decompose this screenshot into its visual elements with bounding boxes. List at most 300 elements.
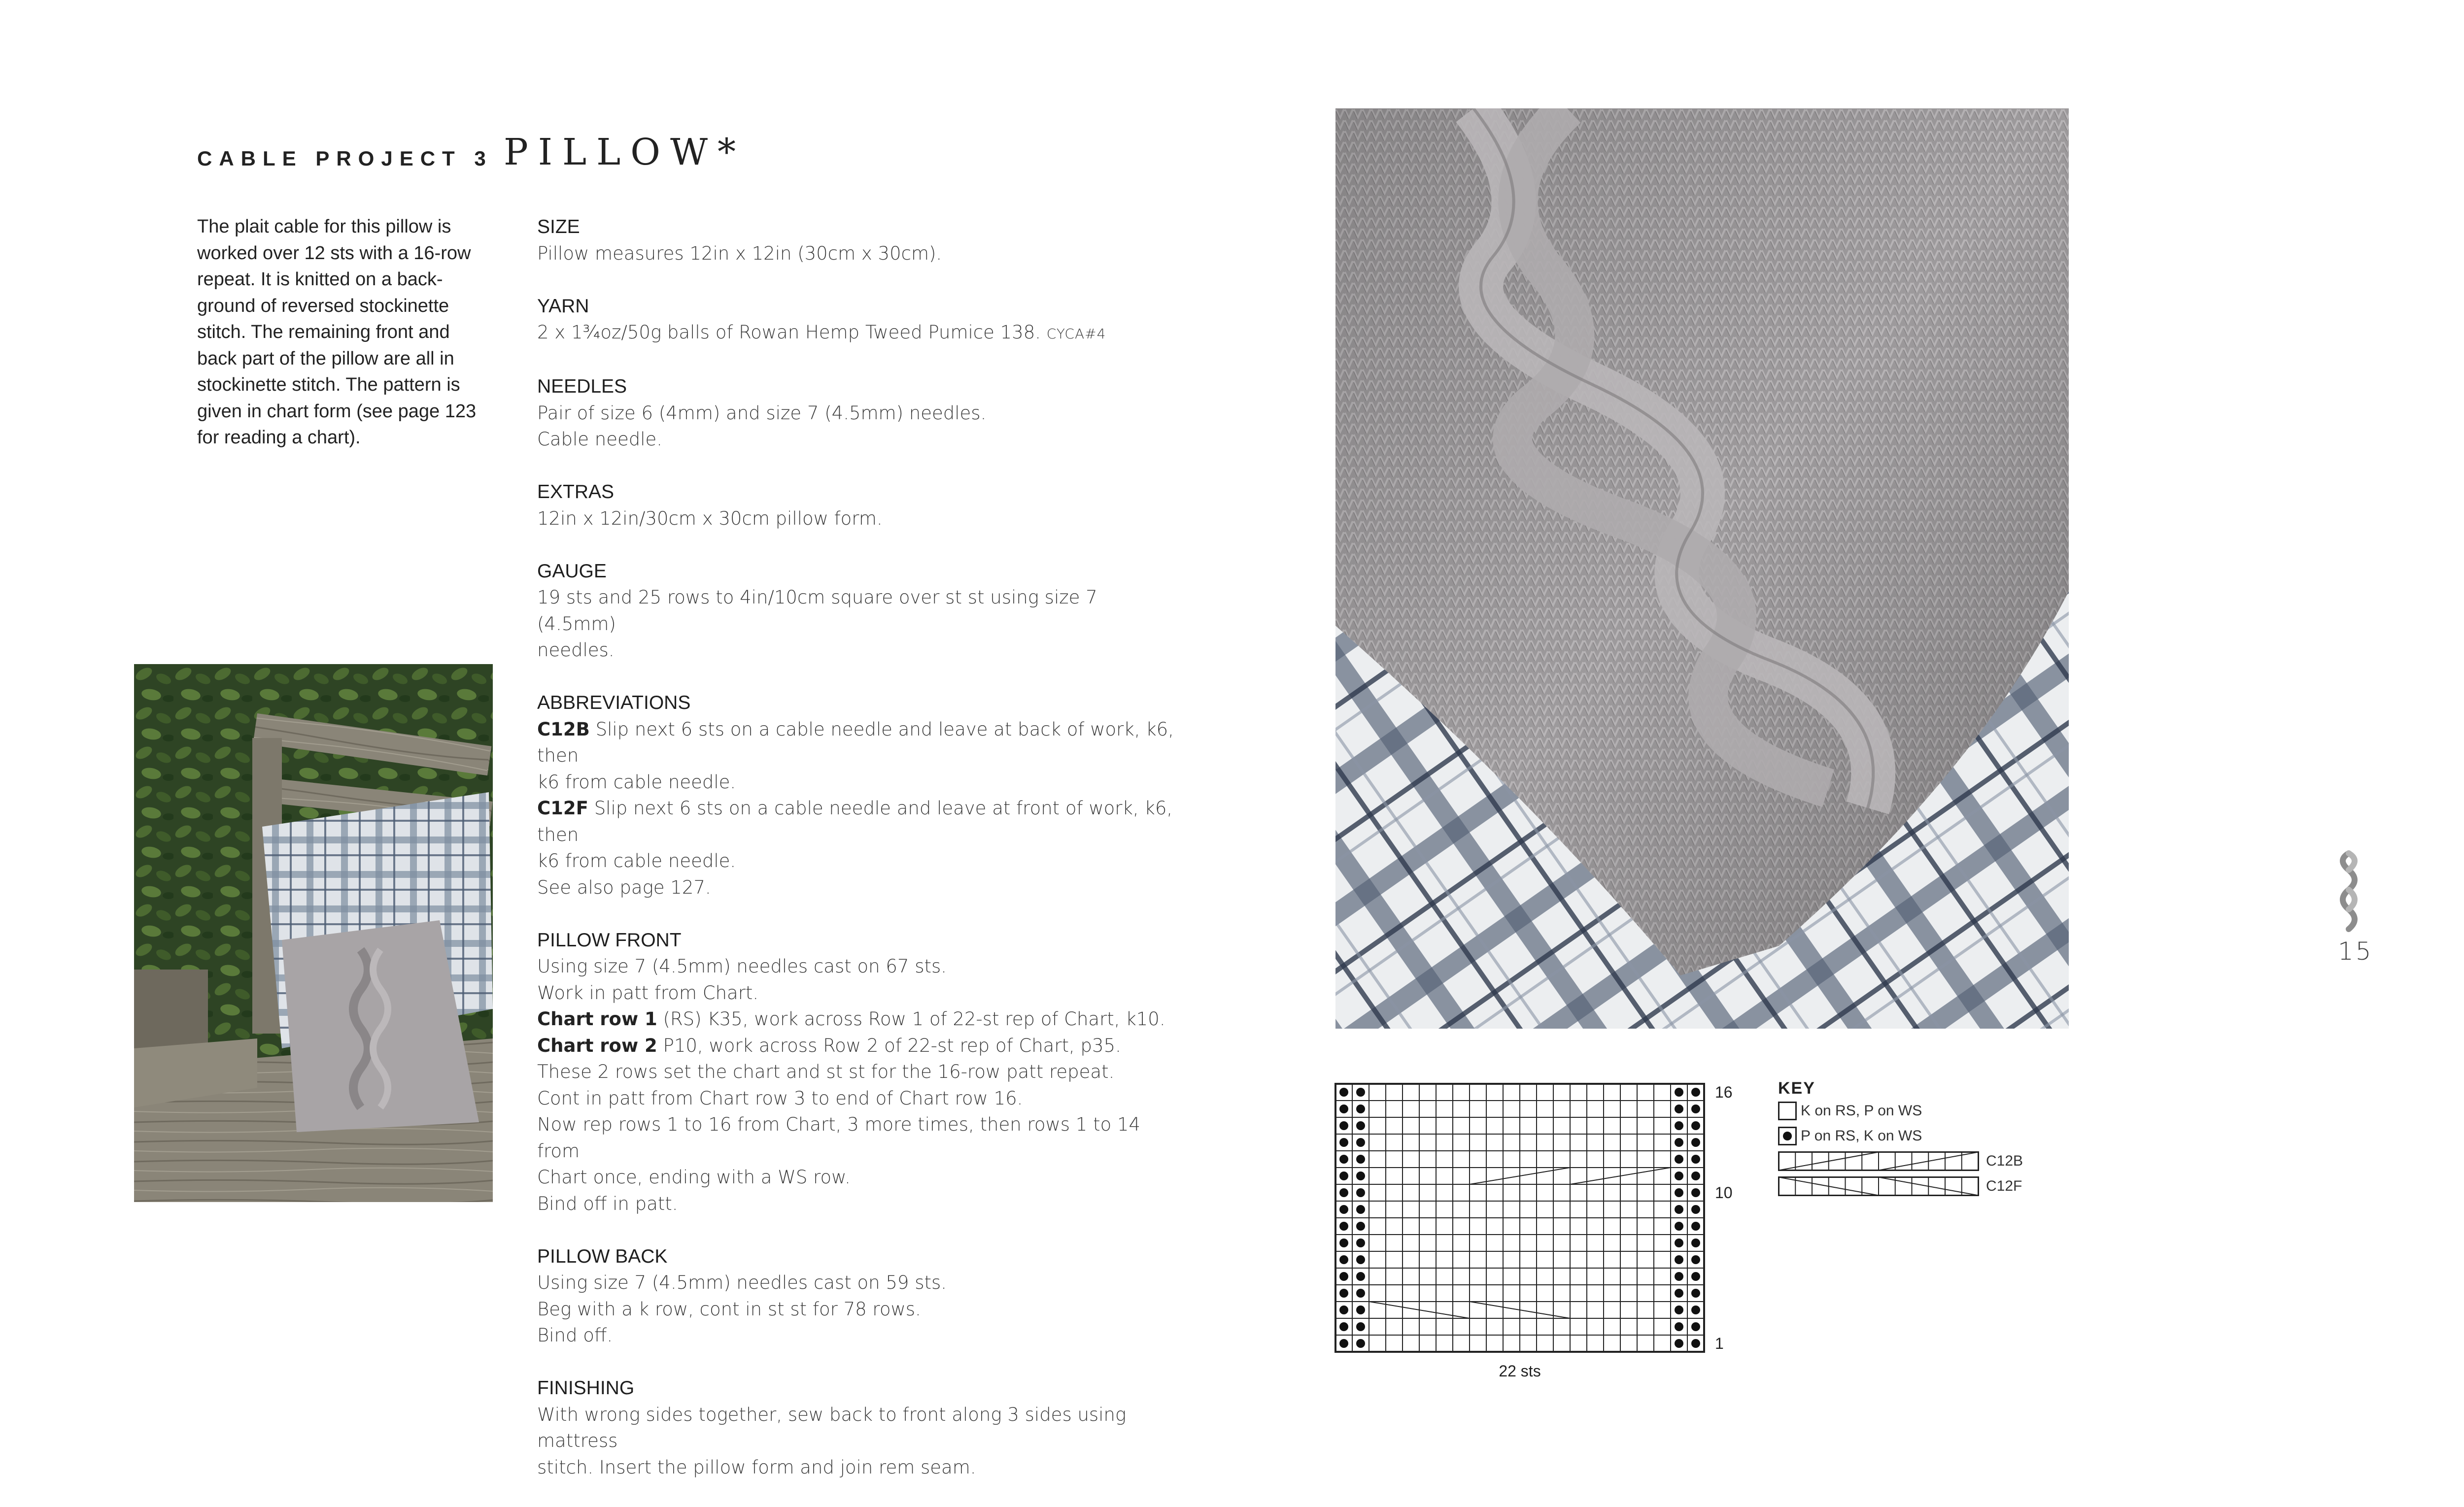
knit-cell [1436,1117,1453,1134]
knit-cell [1587,1251,1604,1268]
purl-dot [1339,1188,1348,1197]
key-label: P on RS, K on WS [1801,1127,1922,1144]
knit-cell [1470,1151,1486,1168]
intro-line: repeat. It is knitted on a back- [197,269,443,290]
knit-cell [1386,1235,1403,1251]
knit-cell [1537,1251,1553,1268]
c12b-text: Slip next 6 sts on a cable needle and leave at back of work, k6, then [537,718,1174,766]
knit-cell [1604,1285,1620,1302]
knit-cell [1587,1084,1604,1101]
front-line: Using size 7 (4.5mm) needles cast on 67 sts. [537,956,947,977]
knit-cell [1369,1168,1386,1184]
purl-dot [1339,1172,1348,1180]
gauge-line: 19 sts and 25 rows to 4in/10cm square over st st using size 7 (4.5mm) [537,587,1097,635]
purl-dot [1356,1188,1365,1197]
pattern-instructions [537,214,1178,1507]
knit-cell [1537,1201,1553,1218]
knit-cell [1637,1335,1654,1352]
knit-cell [1604,1201,1620,1218]
knit-cell [1453,1084,1470,1101]
knit-cell [1486,1268,1503,1285]
knit-cell [1503,1335,1520,1352]
knit-cell [1470,1117,1486,1134]
knit-cell [1403,1168,1419,1184]
intro-line: worked over 12 sts with a 16-row [197,242,471,264]
bench-photo [134,664,493,1202]
knit-cell [1470,1335,1486,1352]
knit-cell [1453,1168,1470,1184]
purl-dot [1339,1289,1348,1298]
finishing-section [537,1375,1178,1480]
knit-cell [1620,1201,1637,1218]
key-item-knit [1778,1098,2074,1123]
purl-dot [1675,1138,1683,1147]
knit-cell [1570,1117,1587,1134]
purl-dot [1691,1239,1700,1247]
purl-dot [1675,1155,1683,1164]
knit-cell [1503,1251,1520,1268]
purl-dot [1339,1105,1348,1113]
front-line: Work in patt from Chart. [537,982,759,1004]
knit-cell [1537,1134,1553,1151]
page-title: PILLOW* [504,131,746,173]
purl-dot [1691,1205,1700,1214]
abbrev-see-also: See also page 127. [537,876,711,898]
knit-cell [1419,1184,1436,1201]
purl-dot [1356,1272,1365,1281]
knit-cell [1386,1251,1403,1268]
knit-cell [1553,1285,1570,1302]
knit-cell [1553,1218,1570,1235]
knit-cell [1403,1184,1419,1201]
knit-cell [1486,1235,1503,1251]
key-label: C12F [1986,1177,2022,1194]
knit-cell [1654,1285,1671,1302]
purl-dot [1339,1222,1348,1231]
knit-cell [1520,1117,1537,1134]
knit-cell [1419,1117,1436,1134]
knit-cell [1654,1218,1671,1235]
gauge-section [537,558,1178,664]
knit-cell [1587,1235,1604,1251]
knit-cell [1470,1101,1486,1117]
purl-dot [1691,1138,1700,1147]
knit-cell [1637,1318,1654,1335]
knit-cell [1436,1251,1453,1268]
intro-line: for reading a chart). [197,427,361,448]
knit-cell [1553,1084,1570,1101]
c12b-label: C12B [537,718,590,740]
purl-dot [1675,1322,1683,1331]
abbreviations-heading: ABBREVIATIONS [537,692,691,713]
knit-cell [1470,1318,1486,1335]
knit-cell [1436,1151,1453,1168]
knit-cell [1453,1251,1470,1268]
knit-cell [1369,1218,1386,1235]
knit-cell [1403,1201,1419,1218]
knit-cell [1486,1151,1503,1168]
size-text: Pillow measures 12in x 12in (30cm x 30cm). [537,242,942,264]
chart-row-2-label: Chart row 2 [537,1035,657,1056]
purl-dot [1356,1138,1365,1147]
knit-cell [1369,1134,1386,1151]
knit-cell [1570,1235,1587,1251]
purl-dot [1691,1088,1700,1097]
knit-cell [1419,1251,1436,1268]
yarn-section [537,293,1178,347]
gauge-heading: GAUGE [537,560,607,582]
pillow-front-section [537,927,1178,1217]
knit-cell [1453,1268,1470,1285]
knit-cell [1369,1235,1386,1251]
purl-dot [1691,1222,1700,1231]
knit-cell [1620,1251,1637,1268]
knit-cell [1537,1151,1553,1168]
knit-cell [1520,1335,1537,1352]
knit-cell [1604,1151,1620,1168]
knit-cell [1386,1101,1403,1117]
knit-cell [1570,1335,1587,1352]
knit-cell [1654,1268,1671,1285]
knit-cell [1654,1101,1671,1117]
knit-cell [1369,1084,1386,1101]
purl-dot [1339,1239,1348,1247]
purl-dot [1691,1306,1700,1314]
purl-dot [1356,1222,1365,1231]
knit-cell [1604,1235,1620,1251]
knit-cell [1654,1201,1671,1218]
knit-cell [1419,1151,1436,1168]
knit-cell [1386,1184,1403,1201]
knit-cell [1520,1285,1537,1302]
knit-cell [1486,1134,1503,1151]
knit-cell [1470,1268,1486,1285]
knit-cell [1587,1151,1604,1168]
yarn-heading: YARN [537,295,589,317]
front-line [537,1006,1178,1033]
knit-cell [1537,1268,1553,1285]
knit-cell [1620,1335,1637,1352]
purl-dot [1356,1322,1365,1331]
knit-cell [1537,1084,1553,1101]
knit-cell [1453,1101,1470,1117]
purl-dot [1675,1172,1683,1180]
knit-cell [1369,1318,1386,1335]
knit-cell [1453,1318,1470,1335]
key-item-c12f [1778,1173,2074,1199]
knit-cell [1386,1285,1403,1302]
knit-cell [1620,1318,1637,1335]
knit-cell [1386,1168,1403,1184]
needles-line: Pair of size 6 (4mm) and size 7 (4.5mm) needles. [537,402,987,424]
knit-cell [1654,1117,1671,1134]
knit-cell [1470,1134,1486,1151]
intro-line: stockinette stitch. The pattern is [197,374,460,395]
purl-dot [1675,1289,1683,1298]
knit-cell [1403,1285,1419,1302]
front-line: Now rep rows 1 to 16 from Chart, 3 more times, then rows 1 to 14 from [537,1114,1141,1162]
knit-cell [1604,1335,1620,1352]
knit-cell [1470,1201,1486,1218]
knit-cell [1369,1335,1386,1352]
knit-cell [1486,1084,1503,1101]
knit-cell [1419,1318,1436,1335]
knit-cell [1486,1117,1503,1134]
knit-cell [1419,1268,1436,1285]
abbrev-line [537,716,1178,769]
knit-cell [1654,1134,1671,1151]
knit-cell [1553,1134,1570,1151]
knit-cell [1587,1134,1604,1151]
knit-cell [1570,1318,1587,1335]
knit-cell [1604,1251,1620,1268]
row-label: 10 [1715,1184,1733,1202]
purl-dot [1675,1205,1683,1214]
purl-dot [1675,1255,1683,1264]
chart-row-1-text: (RS) K35, work across Row 1 of 22-st rep of Chart, k10. [663,1008,1165,1030]
knit-cell [1520,1218,1537,1235]
knit-cell [1470,1084,1486,1101]
knit-cell [1637,1151,1654,1168]
knit-cell [1553,1184,1570,1201]
purl-dot [1339,1155,1348,1164]
purl-dot [1691,1339,1700,1348]
knit-cell [1503,1235,1520,1251]
knit-cell [1436,1235,1453,1251]
knit-cell [1537,1285,1553,1302]
knit-cell [1637,1117,1654,1134]
knit-cell [1604,1084,1620,1101]
purl-dot [1691,1121,1700,1130]
knit-cell [1604,1134,1620,1151]
knit-cell [1369,1117,1386,1134]
knit-cell [1436,1184,1453,1201]
intro-line: back part of the pillow are all in [197,348,454,369]
knit-cell [1403,1318,1419,1335]
purl-dot [1675,1339,1683,1348]
back-line: Bind off. [537,1325,613,1346]
knit-cell [1486,1335,1503,1352]
knit-cell [1654,1318,1671,1335]
knit-cell [1386,1117,1403,1134]
finishing-line: stitch. Insert the pillow form and join rem seam. [537,1456,976,1478]
knit-cell [1604,1218,1620,1235]
knit-cell [1369,1184,1386,1201]
back-line: Using size 7 (4.5mm) needles cast on 59 sts. [537,1272,947,1293]
purl-dot [1675,1121,1683,1130]
knit-cell [1436,1335,1453,1352]
knit-cell [1604,1184,1620,1201]
knit-cell [1537,1117,1553,1134]
knit-cell [1403,1218,1419,1235]
knit-cell [1570,1201,1587,1218]
knit-cell [1570,1251,1587,1268]
knit-cell [1537,1318,1553,1335]
knit-cell [1620,1285,1637,1302]
knit-cell [1637,1101,1654,1117]
knit-cell [1553,1101,1570,1117]
knit-cell [1620,1151,1637,1168]
knit-cell [1620,1302,1637,1318]
knit-cell [1637,1268,1654,1285]
knit-cell [1587,1117,1604,1134]
abbreviations-section [537,690,1178,901]
knit-cell [1553,1151,1570,1168]
knit-cell [1486,1218,1503,1235]
purl-dot [1356,1121,1365,1130]
knit-cell [1486,1285,1503,1302]
knit-cell [1369,1268,1386,1285]
knit-cell [1453,1335,1470,1352]
knit-cell [1486,1318,1503,1335]
knit-cell [1386,1134,1403,1151]
knit-cell [1453,1235,1470,1251]
purl-dot [1691,1289,1700,1298]
knit-cell [1620,1235,1637,1251]
knit-cell [1470,1235,1486,1251]
purl-dot [1339,1272,1348,1281]
knit-cell [1520,1101,1537,1117]
chart-key [1778,1079,2074,1199]
front-line: Chart once, ending with a WS row. [537,1167,851,1188]
knit-cell [1369,1251,1386,1268]
purl-dot [1356,1205,1365,1214]
knit-cell [1470,1251,1486,1268]
knit-cell [1654,1184,1671,1201]
key-title: KEY [1778,1079,1815,1098]
front-line: Bind off in patt. [537,1193,678,1214]
page-number: 15 [2338,937,2373,966]
knit-cell [1403,1117,1419,1134]
abbrev-line: k6 from cable needle. [537,771,736,793]
purl-dot [1691,1172,1700,1180]
knit-cell [1570,1285,1587,1302]
knit-cell [1453,1218,1470,1235]
cable-chain-icon [2333,849,2364,933]
pillow-back-section [537,1243,1178,1349]
knit-cell [1453,1117,1470,1134]
size-heading: SIZE [537,216,580,237]
knit-cell [1587,1201,1604,1218]
purl-dot [1675,1272,1683,1281]
knit-cell [1436,1285,1453,1302]
c12f-text: Slip next 6 sts on a cable needle and leave at front of work, k6, then [537,798,1173,845]
knit-cell [1637,1302,1654,1318]
needles-section [537,373,1178,453]
knit-cell [1453,1184,1470,1201]
row-label: 1 [1715,1335,1724,1352]
extras-section [537,479,1178,532]
knit-cell [1453,1285,1470,1302]
front-line: These 2 rows set the chart and st st for the 16-row patt repeat. [537,1061,1115,1082]
knit-cell [1503,1184,1520,1201]
knit-cell [1604,1101,1620,1117]
knit-cell [1553,1117,1570,1134]
knit-cell [1654,1235,1671,1251]
knit-cell [1553,1251,1570,1268]
knit-cell [1604,1318,1620,1335]
knit-cell [1369,1285,1386,1302]
knit-cell [1587,1101,1604,1117]
knit-cell [1419,1134,1436,1151]
intro-paragraph [197,214,503,451]
purl-dot [1356,1339,1365,1348]
knit-cell [1620,1184,1637,1201]
size-section [537,214,1178,267]
knit-cell [1503,1318,1520,1335]
knit-cell [1520,1235,1537,1251]
knit-cell [1503,1117,1520,1134]
knit-cell [1520,1268,1537,1285]
chart-xlabel: 22 sts [1499,1362,1541,1380]
knit-cell [1637,1201,1654,1218]
knit-cell [1369,1201,1386,1218]
purl-dot [1339,1306,1348,1314]
knit-cell [1436,1168,1453,1184]
knit-cell [1503,1134,1520,1151]
intro-line: ground of reversed stockinette [197,295,449,316]
knit-cell [1403,1335,1419,1352]
finishing-line: With wrong sides together, sew back to front along 3 sides using mattress [537,1404,1127,1451]
knit-cell [1419,1168,1436,1184]
knit-cell [1637,1134,1654,1151]
knit-cell [1537,1184,1553,1201]
front-line: Cont in patt from Chart row 3 to end of Chart row 16. [537,1087,1023,1109]
key-label: K on RS, P on WS [1801,1102,1922,1119]
purl-dot [1356,1105,1365,1113]
knit-cell [1537,1335,1553,1352]
knit-cell [1654,1335,1671,1352]
knit-cell [1620,1218,1637,1235]
knit-cell [1520,1084,1537,1101]
chart-row-1-label: Chart row 1 [537,1008,657,1030]
knit-cell [1486,1201,1503,1218]
intro-line: The plait cable for this pillow is [197,216,451,237]
knit-cell [1503,1101,1520,1117]
knit-cell [1453,1134,1470,1151]
knit-cell [1587,1335,1604,1352]
knit-cell [1570,1151,1587,1168]
purl-dot [1675,1306,1683,1314]
knit-cell [1503,1268,1520,1285]
purl-dot [1675,1239,1683,1247]
c12f-label: C12F [537,798,588,819]
abbrev-line: k6 from cable needle. [537,850,736,871]
knit-cell [1587,1318,1604,1335]
purl-dot [1691,1255,1700,1264]
chart-row-2-text: P10, work across Row 2 of 22-st rep of Chart, p35. [663,1035,1121,1056]
key-item-purl [1778,1123,2074,1148]
purl-dot [1356,1289,1365,1298]
knit-cell [1403,1101,1419,1117]
knit-cell [1386,1318,1403,1335]
pillow-front-heading: PILLOW FRONT [537,929,682,951]
purl-dot [1339,1255,1348,1264]
purl-dot [1339,1088,1348,1097]
knit-cell [1570,1084,1587,1101]
knit-cell [1620,1134,1637,1151]
knit-cell [1637,1235,1654,1251]
abbrev-line [537,795,1178,848]
row-label: 16 [1715,1083,1733,1101]
key-item-c12b [1778,1148,2074,1173]
knit-cell [1419,1101,1436,1117]
knit-cell [1587,1285,1604,1302]
knit-cell [1369,1151,1386,1168]
knit-cell [1570,1101,1587,1117]
knit-cell [1553,1318,1570,1335]
knit-cell [1486,1101,1503,1117]
